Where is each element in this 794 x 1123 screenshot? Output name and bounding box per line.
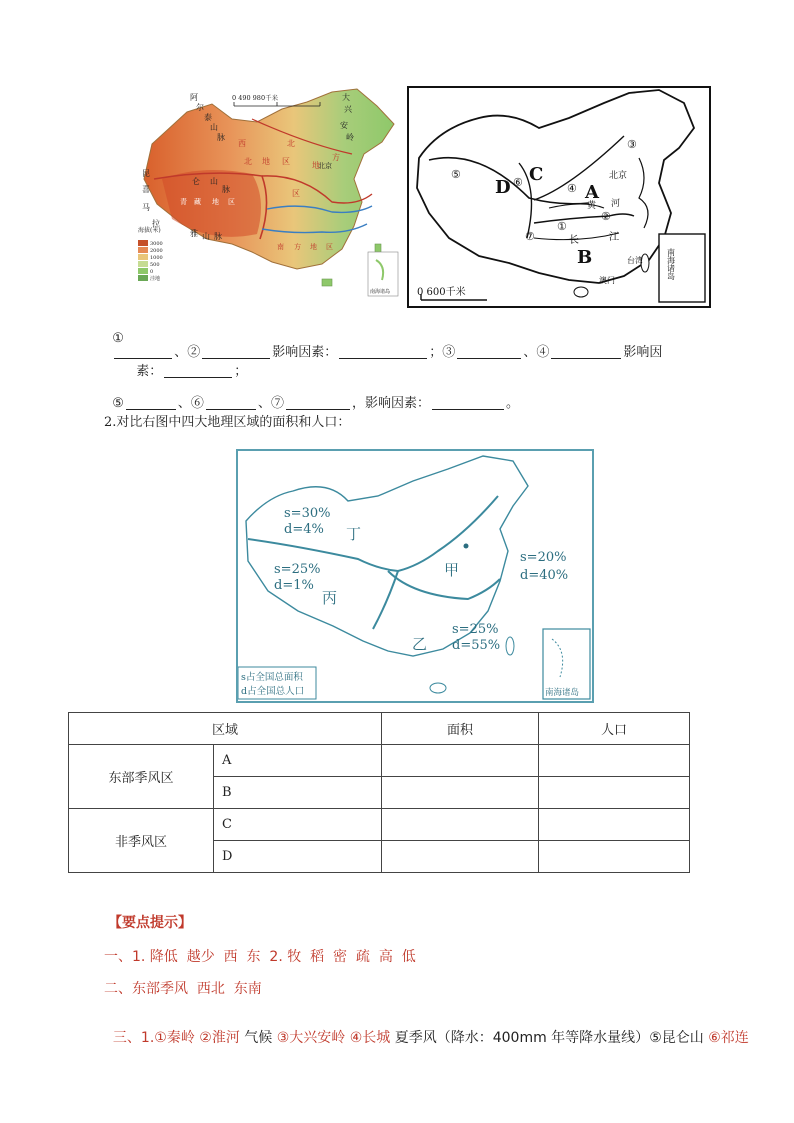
map1-inset-label: 南海诸岛 bbox=[370, 289, 391, 295]
region-c: C bbox=[529, 164, 544, 185]
map1-label: 阿 bbox=[190, 93, 198, 102]
region-d: D bbox=[495, 177, 511, 198]
map2-scale: 0 600千米 bbox=[417, 287, 466, 298]
row-label: D bbox=[214, 841, 382, 873]
outline-map bbox=[407, 86, 711, 308]
marker-5: ⑤ bbox=[451, 168, 461, 181]
marker-2: ② bbox=[601, 210, 611, 223]
q1-line3: ⑤ 、⑥ 、⑦ ，影响因素： 。 bbox=[112, 396, 519, 411]
map1-label: 北 bbox=[244, 157, 252, 166]
svg-text:河: 河 bbox=[611, 199, 621, 209]
map1-label: 北 bbox=[287, 139, 295, 148]
legend-line-2: d占全国总人口 bbox=[241, 686, 305, 697]
beijing-dot bbox=[464, 544, 469, 549]
map1-label: 脉 bbox=[217, 133, 225, 142]
topographic-map-svg bbox=[132, 84, 402, 304]
map1-label: 马 bbox=[142, 203, 150, 212]
blank-10[interactable] bbox=[432, 396, 504, 410]
table-row bbox=[69, 745, 690, 777]
blank-3[interactable] bbox=[339, 345, 427, 359]
svg-text:洼地: 洼地 bbox=[150, 276, 161, 282]
regions-map bbox=[236, 449, 594, 703]
map1-legend-title: 海拔(米) bbox=[138, 227, 161, 234]
map1-label: 青 bbox=[180, 198, 187, 206]
map1-label: 山 bbox=[202, 232, 210, 241]
taiwan-island bbox=[506, 637, 514, 655]
region-yi: 乙 bbox=[412, 635, 428, 653]
map1-label: 藏 bbox=[194, 198, 201, 206]
svg-text:江: 江 bbox=[609, 232, 619, 243]
cell-area[interactable] bbox=[382, 809, 539, 841]
table-header-row bbox=[69, 713, 690, 745]
hints-line3: 三、1.①秦岭 ②淮河 气候 ③大兴安岭 ④长城 夏季风（降水：400mm 年等降水量线）⑤昆仑山 ⑥祁连 bbox=[112, 1030, 749, 1046]
map1-label: 区 bbox=[228, 198, 235, 206]
map1-label: 岭 bbox=[346, 133, 354, 142]
svg-text:s=25%: s=25% bbox=[452, 622, 499, 637]
q1-line2: 素： ； bbox=[136, 364, 248, 379]
map1-label: 区 bbox=[292, 189, 300, 198]
map1-label: 地 bbox=[262, 157, 270, 166]
map1-label: 南 bbox=[277, 243, 284, 251]
svg-text:1000: 1000 bbox=[150, 255, 163, 261]
svg-text:黄: 黄 bbox=[587, 201, 597, 211]
blank-8[interactable] bbox=[206, 396, 256, 410]
map1-label: 方 bbox=[294, 243, 301, 251]
map1-label: 雅 bbox=[190, 229, 198, 238]
map1-label: 喜 bbox=[142, 185, 150, 194]
map1-label: 地 bbox=[310, 243, 317, 251]
svg-text:s=20%: s=20% bbox=[520, 550, 567, 565]
map1-label: 地 bbox=[312, 161, 320, 170]
table-row bbox=[69, 809, 690, 841]
map1-label: 泰 bbox=[204, 113, 212, 122]
row-label: A bbox=[214, 745, 382, 777]
svg-text:长: 长 bbox=[569, 235, 579, 246]
region-ding: 丁 bbox=[346, 525, 362, 543]
map1-label: 区 bbox=[282, 157, 290, 166]
svg-text:d=40%: d=40% bbox=[520, 568, 569, 583]
svg-text:澳门: 澳门 bbox=[599, 276, 615, 285]
legend-line-1: s占全国总面积 bbox=[241, 672, 303, 683]
hints-title: 【要点提示】 bbox=[108, 915, 192, 931]
marker-6: ⑥ bbox=[513, 176, 523, 189]
map1-label: 拉 bbox=[152, 219, 160, 228]
topographic-map bbox=[132, 84, 402, 304]
blank-7[interactable] bbox=[126, 396, 176, 410]
hainan-island bbox=[322, 279, 332, 286]
svg-text:d=4%: d=4% bbox=[284, 522, 324, 537]
region-bing: 丙 bbox=[322, 589, 338, 607]
q2-title: 2.对比右图中四大地理区域的面积和人口： bbox=[104, 415, 351, 430]
map1-label: 区 bbox=[326, 243, 333, 251]
map1-label: 山 bbox=[210, 123, 218, 132]
svg-text:d=1%: d=1% bbox=[274, 578, 314, 593]
marker-7: ⑦ bbox=[525, 230, 535, 243]
map1-label: 山 bbox=[210, 177, 218, 186]
hainan-island bbox=[430, 683, 446, 693]
hints-line1: 一、1. 降低 越少 西 东 2. 牧 稻 密 疏 高 低 bbox=[104, 949, 416, 965]
map1-label: 安 bbox=[340, 121, 348, 130]
china-outline bbox=[417, 90, 694, 283]
cell-area[interactable] bbox=[382, 841, 539, 873]
regions-map-svg bbox=[238, 451, 592, 701]
row-label: B bbox=[214, 777, 382, 809]
region-jia: 甲 bbox=[444, 561, 460, 579]
header-population: 人口 bbox=[539, 713, 690, 745]
group-non-monsoon: 非季风区 bbox=[69, 809, 214, 873]
marker-4: ④ bbox=[567, 182, 577, 195]
svg-text:北京: 北京 bbox=[609, 171, 628, 181]
header-region: 区域 bbox=[69, 713, 382, 745]
cell-area[interactable] bbox=[382, 745, 539, 777]
map1-label: 兴 bbox=[344, 105, 352, 114]
svg-text:d=55%: d=55% bbox=[452, 638, 501, 653]
blank-9[interactable] bbox=[286, 396, 350, 410]
hints-line2: 二、东部季风 西北 东南 bbox=[104, 981, 262, 997]
map1-label: 脉 bbox=[214, 232, 222, 241]
map1-label: 西 bbox=[238, 139, 246, 148]
blank-5[interactable] bbox=[551, 345, 621, 359]
map1-label: 仑 bbox=[192, 177, 200, 186]
cell-population[interactable] bbox=[539, 745, 690, 777]
region-a: A bbox=[585, 182, 599, 203]
blank-4[interactable] bbox=[457, 345, 521, 359]
svg-text:2000: 2000 bbox=[150, 248, 163, 254]
header-area: 面积 bbox=[382, 713, 539, 745]
map1-label: 方 bbox=[332, 153, 340, 162]
svg-text:0: 0 bbox=[150, 269, 154, 275]
cell-area[interactable] bbox=[382, 777, 539, 809]
group-monsoon: 东部季风区 bbox=[69, 745, 214, 809]
map1-label: 地 bbox=[212, 198, 219, 206]
cell-population[interactable] bbox=[539, 841, 690, 873]
map1-label: 大 bbox=[342, 93, 350, 102]
svg-text:南海诸岛: 南海诸岛 bbox=[666, 248, 676, 280]
hainan-island bbox=[574, 287, 588, 297]
svg-text:台湾: 台湾 bbox=[627, 256, 643, 265]
row-label: C bbox=[214, 809, 382, 841]
map1-label: 尔 bbox=[196, 103, 204, 112]
marker-3: ③ bbox=[627, 138, 637, 151]
q1-line1: ① 、② 影响因素： ；③ 、④ 影响因 bbox=[112, 331, 663, 360]
svg-text:3000: 3000 bbox=[150, 241, 163, 247]
cell-population[interactable] bbox=[539, 777, 690, 809]
area-population-table bbox=[68, 712, 690, 873]
map1-label: 北京 bbox=[318, 162, 332, 170]
blank-6[interactable] bbox=[164, 364, 232, 378]
svg-text:s=25%: s=25% bbox=[274, 562, 321, 577]
cell-population[interactable] bbox=[539, 809, 690, 841]
region-b: B bbox=[577, 247, 593, 268]
inset-label: 南海诸岛 bbox=[545, 688, 580, 698]
svg-text:500: 500 bbox=[150, 262, 160, 268]
svg-text:s=30%: s=30% bbox=[284, 506, 331, 521]
map1-scale: 0 490 980千米 bbox=[232, 94, 279, 102]
outline-map-svg bbox=[409, 88, 709, 306]
marker-1: ① bbox=[557, 220, 567, 233]
map1-label: 昆 bbox=[142, 169, 150, 178]
map1-label: 脉 bbox=[222, 185, 230, 194]
